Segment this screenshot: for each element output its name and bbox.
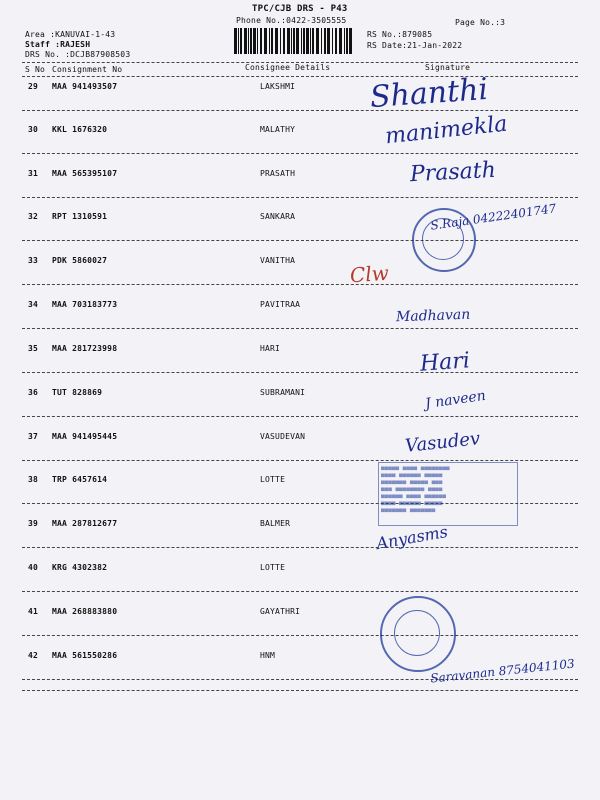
handwritten-signature: Hari	[419, 348, 471, 377]
row-sno: 38	[28, 475, 39, 484]
handwritten-signature: Shanthi	[368, 71, 490, 116]
row-sno: 33	[28, 256, 39, 265]
barcode	[232, 28, 357, 54]
row-sno: 34	[28, 300, 39, 309]
handwritten-signature: Madhavan	[395, 306, 471, 326]
row-consignee: HARI	[260, 344, 281, 353]
row-consignment: MAA 561550286	[52, 651, 118, 660]
handwritten-signature: Clw	[349, 260, 390, 288]
table-row	[0, 607, 600, 627]
divider	[22, 240, 578, 241]
divider	[22, 460, 578, 461]
row-consignee: VASUDEVAN	[260, 432, 306, 441]
row-consignee: VANITHA	[260, 256, 296, 265]
row-consignment: MAA 565395107	[52, 169, 118, 178]
row-sno: 37	[28, 432, 39, 441]
rubber-stamp: ■■■■■ ■■■■ ■■■■■■■■ ■■■■ ■■■■■■ ■■■■■ ■■■■■■■ ■■■■■ ■■■ ■■■ ■■■■■■■■ ■■■■ ■■■■■■ ■■■■ ■■■■■■ ■■■■ ■■■■■■ ■■■■■ ■■■■■■■ ■■■■■■■	[378, 462, 518, 522]
row-consignment: KRG 4302382	[52, 563, 108, 572]
handwritten-signature: Prasath	[409, 157, 497, 188]
table-row	[0, 388, 600, 408]
row-consignee: MALATHY	[260, 125, 296, 134]
row-consignment: TUT 828869	[52, 388, 103, 397]
divider	[22, 635, 578, 636]
row-sno: 31	[28, 169, 39, 178]
table-row	[0, 300, 600, 320]
table-row	[0, 432, 600, 452]
handwritten-signature: Anyasms	[374, 521, 450, 554]
row-sno: 42	[28, 651, 39, 660]
divider	[22, 690, 578, 691]
row-consignee: HNM	[260, 651, 276, 660]
row-consignment: MAA 941493507	[52, 82, 118, 91]
col-consignee: Consignee Details	[245, 63, 331, 72]
row-consignment: TRP 6457614	[52, 475, 108, 484]
divider	[22, 591, 578, 592]
handwritten-signature: Saravanan 8754041103	[429, 656, 576, 686]
row-consignment: MAA 281723998	[52, 344, 118, 353]
divider	[22, 153, 578, 154]
row-sno: 39	[28, 519, 39, 528]
divider	[22, 197, 578, 198]
phone-number: Phone No.:0422-3505555	[236, 16, 347, 25]
row-consignment: RPT 1310591	[52, 212, 108, 221]
row-consignee: LOTTE	[260, 563, 286, 572]
table-row	[0, 563, 600, 583]
row-consignment: PDK 5860027	[52, 256, 108, 265]
divider	[22, 328, 578, 329]
table-row	[0, 82, 600, 102]
row-sno: 36	[28, 388, 39, 397]
row-consignee: BALMER	[260, 519, 291, 528]
handwritten-signature: manimekla	[384, 111, 509, 150]
divider	[22, 416, 578, 417]
divider	[22, 76, 578, 77]
seal-stamp	[380, 596, 456, 672]
col-sno: S No	[25, 65, 46, 74]
table-row	[0, 256, 600, 276]
row-sno: 30	[28, 125, 39, 134]
table-row	[0, 125, 600, 145]
seal-stamp	[412, 208, 476, 272]
row-consignee: PAVITRAA	[260, 300, 301, 309]
col-consignment: Consignment No	[52, 65, 123, 74]
row-consignee: SUBRAMANI	[260, 388, 306, 397]
row-consignee: LAKSHMI	[260, 82, 296, 91]
row-sno: 35	[28, 344, 39, 353]
drs-number: DRS No. :DCJB87908503	[25, 50, 131, 59]
table-row	[0, 169, 600, 189]
col-signature: Signature	[425, 63, 471, 72]
divider	[22, 547, 578, 548]
row-consignment: MAA 287812677	[52, 519, 118, 528]
row-consignment: KKL 1676320	[52, 125, 108, 134]
row-sno: 41	[28, 607, 39, 616]
divider	[22, 679, 578, 680]
table-row	[0, 344, 600, 364]
document-title: TPC/CJB DRS - P43	[252, 4, 348, 14]
divider	[22, 372, 578, 373]
area-label: Area :KANUVAI-1-43	[25, 30, 116, 39]
rs-number: RS No.:879085	[367, 30, 433, 39]
row-consignee: LOTTE	[260, 475, 286, 484]
row-sno: 40	[28, 563, 39, 572]
staff-label: Staff :RAJESH	[25, 40, 91, 49]
page-number: Page No.:3	[455, 18, 506, 27]
row-consignment: MAA 941495445	[52, 432, 118, 441]
handwritten-signature: Vasudev	[404, 428, 482, 457]
handwritten-signature: S.Raja 04222401747	[429, 201, 558, 233]
row-consignee: PRASATH	[260, 169, 296, 178]
row-consignee: GAYATHRI	[260, 607, 301, 616]
row-sno: 29	[28, 82, 39, 91]
rs-date: RS Date:21-Jan-2022	[367, 41, 463, 50]
row-consignee: SANKARA	[260, 212, 296, 221]
row-consignment: MAA 703183773	[52, 300, 118, 309]
row-sno: 32	[28, 212, 39, 221]
divider	[22, 284, 578, 285]
divider	[22, 110, 578, 111]
row-consignment: MAA 268883880	[52, 607, 118, 616]
handwritten-signature: J naveen	[424, 387, 487, 413]
